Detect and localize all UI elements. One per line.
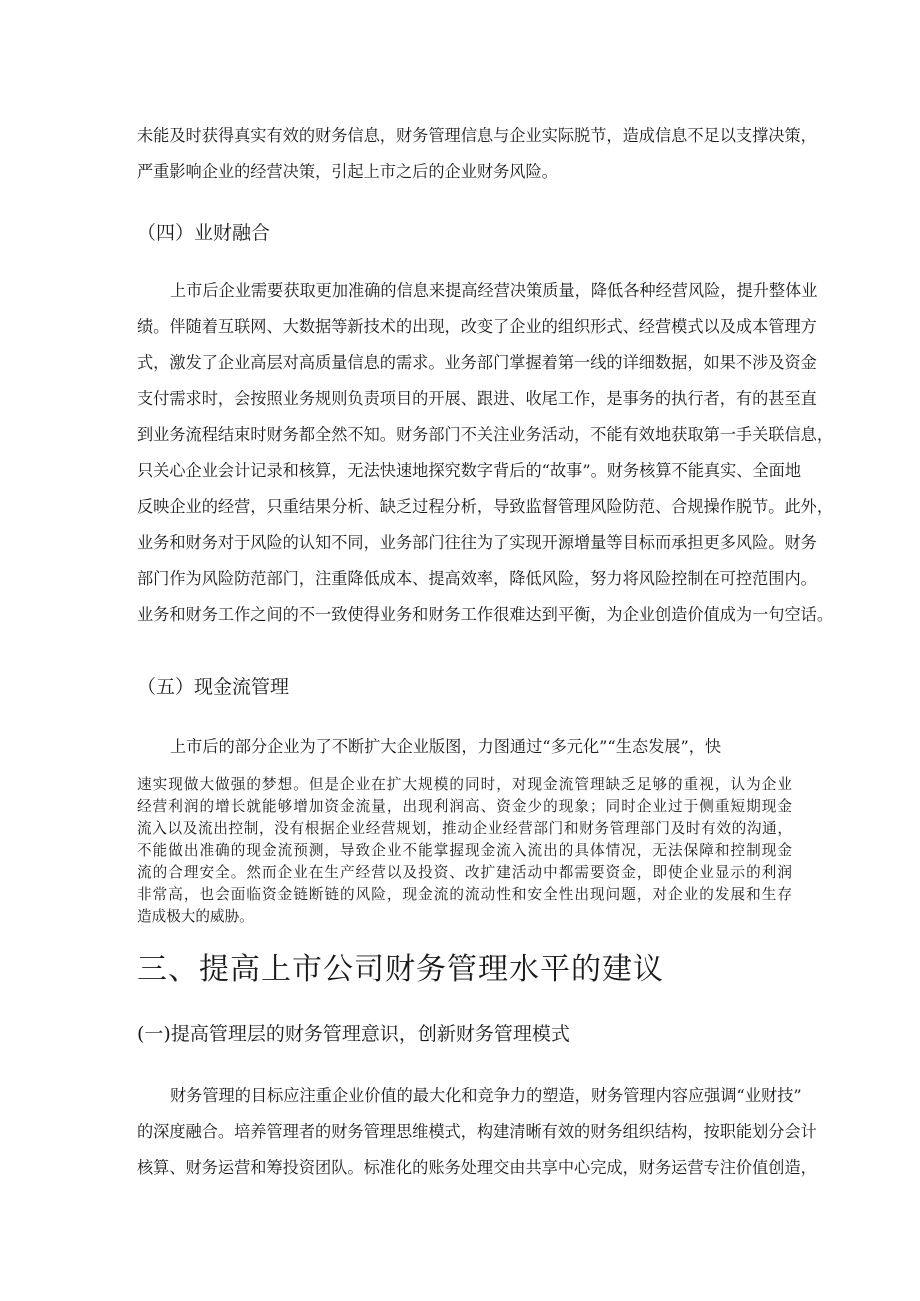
paragraph-line: 部门作为风险防范部门，注重降低成本、提高效率，降低风险，努力将风险控制在可控范围内。 [137, 569, 817, 588]
paragraph-line: 只关心企业会计记录和核算，无法快速地探究数字背后的“故事”。财务核算不能真实、全面地 [137, 461, 802, 480]
paragraph-line: 业务和财务对于风险的认知不同，业务部门往往为了实现开源增量等目标而承担更多风险。财务 [137, 533, 817, 552]
paragraph-line: 流入以及流出控制，没有根据企业经营规划，推动企业经营部门和财务管理部门及时有效的沟通， [137, 820, 792, 837]
paragraph-line: 支付需求时，会按照业务规则负责项目的开展、跟进、收尾工作，是事务的执行者，有的甚至直 [137, 389, 817, 408]
section-3-1-paragraph [137, 1078, 817, 1186]
section-4-paragraph [137, 273, 834, 633]
paragraph-line: 严重影响企业的经营决策，引起上市之后的企业财务风险。 [137, 162, 558, 181]
paragraph-line: 财务管理的目标应注重企业价值的最大化和竞争力的塑造，财务管理内容应强调“业财技” [170, 1086, 802, 1105]
paragraph-line: 核算、财务运营和筹投资团队。标准化的账务处理交由共享中心完成，财务运营专注价值创造， [137, 1158, 817, 1177]
paragraph-line: 绩。伴随着互联网、大数据等新技术的出现，改变了企业的组织形式、经营模式以及成本管理方 [137, 317, 817, 336]
section-heading-5: （五）现金流管理 [137, 676, 290, 698]
paragraph-line: 到业务流程结束时财务都全然不知。财务部门不关注业务活动，不能有效地获取第一手关联信息， [137, 425, 834, 444]
section-heading-3-1: (一)提高管理层的财务管理意识，创新财务管理模式 [137, 1023, 570, 1045]
paragraph-line: 非常高，也会面临资金链断链的风险，现金流的流动性和安全性出现问题，对企业的发展和生存 [137, 886, 792, 903]
paragraph-line: 上市后的部分企业为了不断扩大企业版图，力图通过“多元化”“生态发展”，快 [170, 737, 722, 756]
paragraph-line: 式，激发了企业高层对高质量信息的需求。业务部门掌握着第一线的详细数据，如果不涉及资金 [137, 353, 817, 372]
paragraph-line: 上市后企业需要获取更加准确的信息来提高经营决策质量，降低各种经营风险，提升整体业 [170, 281, 818, 300]
paragraph-line: 造成极大的威胁。 [137, 908, 254, 925]
paragraph-line: 经营利润的增长就能够增加资金流量，出现利润高、资金少的现象；同时企业过于侧重短期现金 [137, 798, 792, 815]
top-paragraph [137, 118, 817, 190]
paragraph-line: 的深度融合。培养管理者的财务管理思维模式，构建清晰有效的财务组织结构，按职能划分会计 [137, 1122, 817, 1141]
chapter-heading: 三、提高上市公司财务管理水平的建议 [137, 952, 664, 987]
section-5-first-line [137, 729, 792, 765]
paragraph-line: 未能及时获得真实有效的财务信息，财务管理信息与企业实际脱节，造成信息不足以支撑决策， [137, 126, 817, 145]
paragraph-line: 业务和财务工作之间的不一致使得业务和财务工作很难达到平衡，为企业创造价值成为一句空话。 [137, 605, 834, 624]
paragraph-line: 不能做出准确的现金流预测，导致企业不能掌握现金流入流出的具体情况，无法保障和控制现金 [137, 842, 792, 859]
paragraph-line: 速实现做大做强的梦想。但是企业在扩大规模的同时，对现金流管理缺乏足够的重视，认为企业 [137, 776, 792, 793]
section-heading-4: （四）业财融合 [137, 222, 271, 244]
section-5-paragraph [137, 774, 792, 928]
paragraph-line: 流的合理安全。然而企业在生产经营以及投资、改扩建活动中都需要资金，即使企业显示的利润 [137, 864, 792, 881]
paragraph-line: 反映企业的经营，只重结果分析、缺乏过程分析，导致监督管理风险防范、合规操作脱节。此外， [137, 497, 834, 516]
